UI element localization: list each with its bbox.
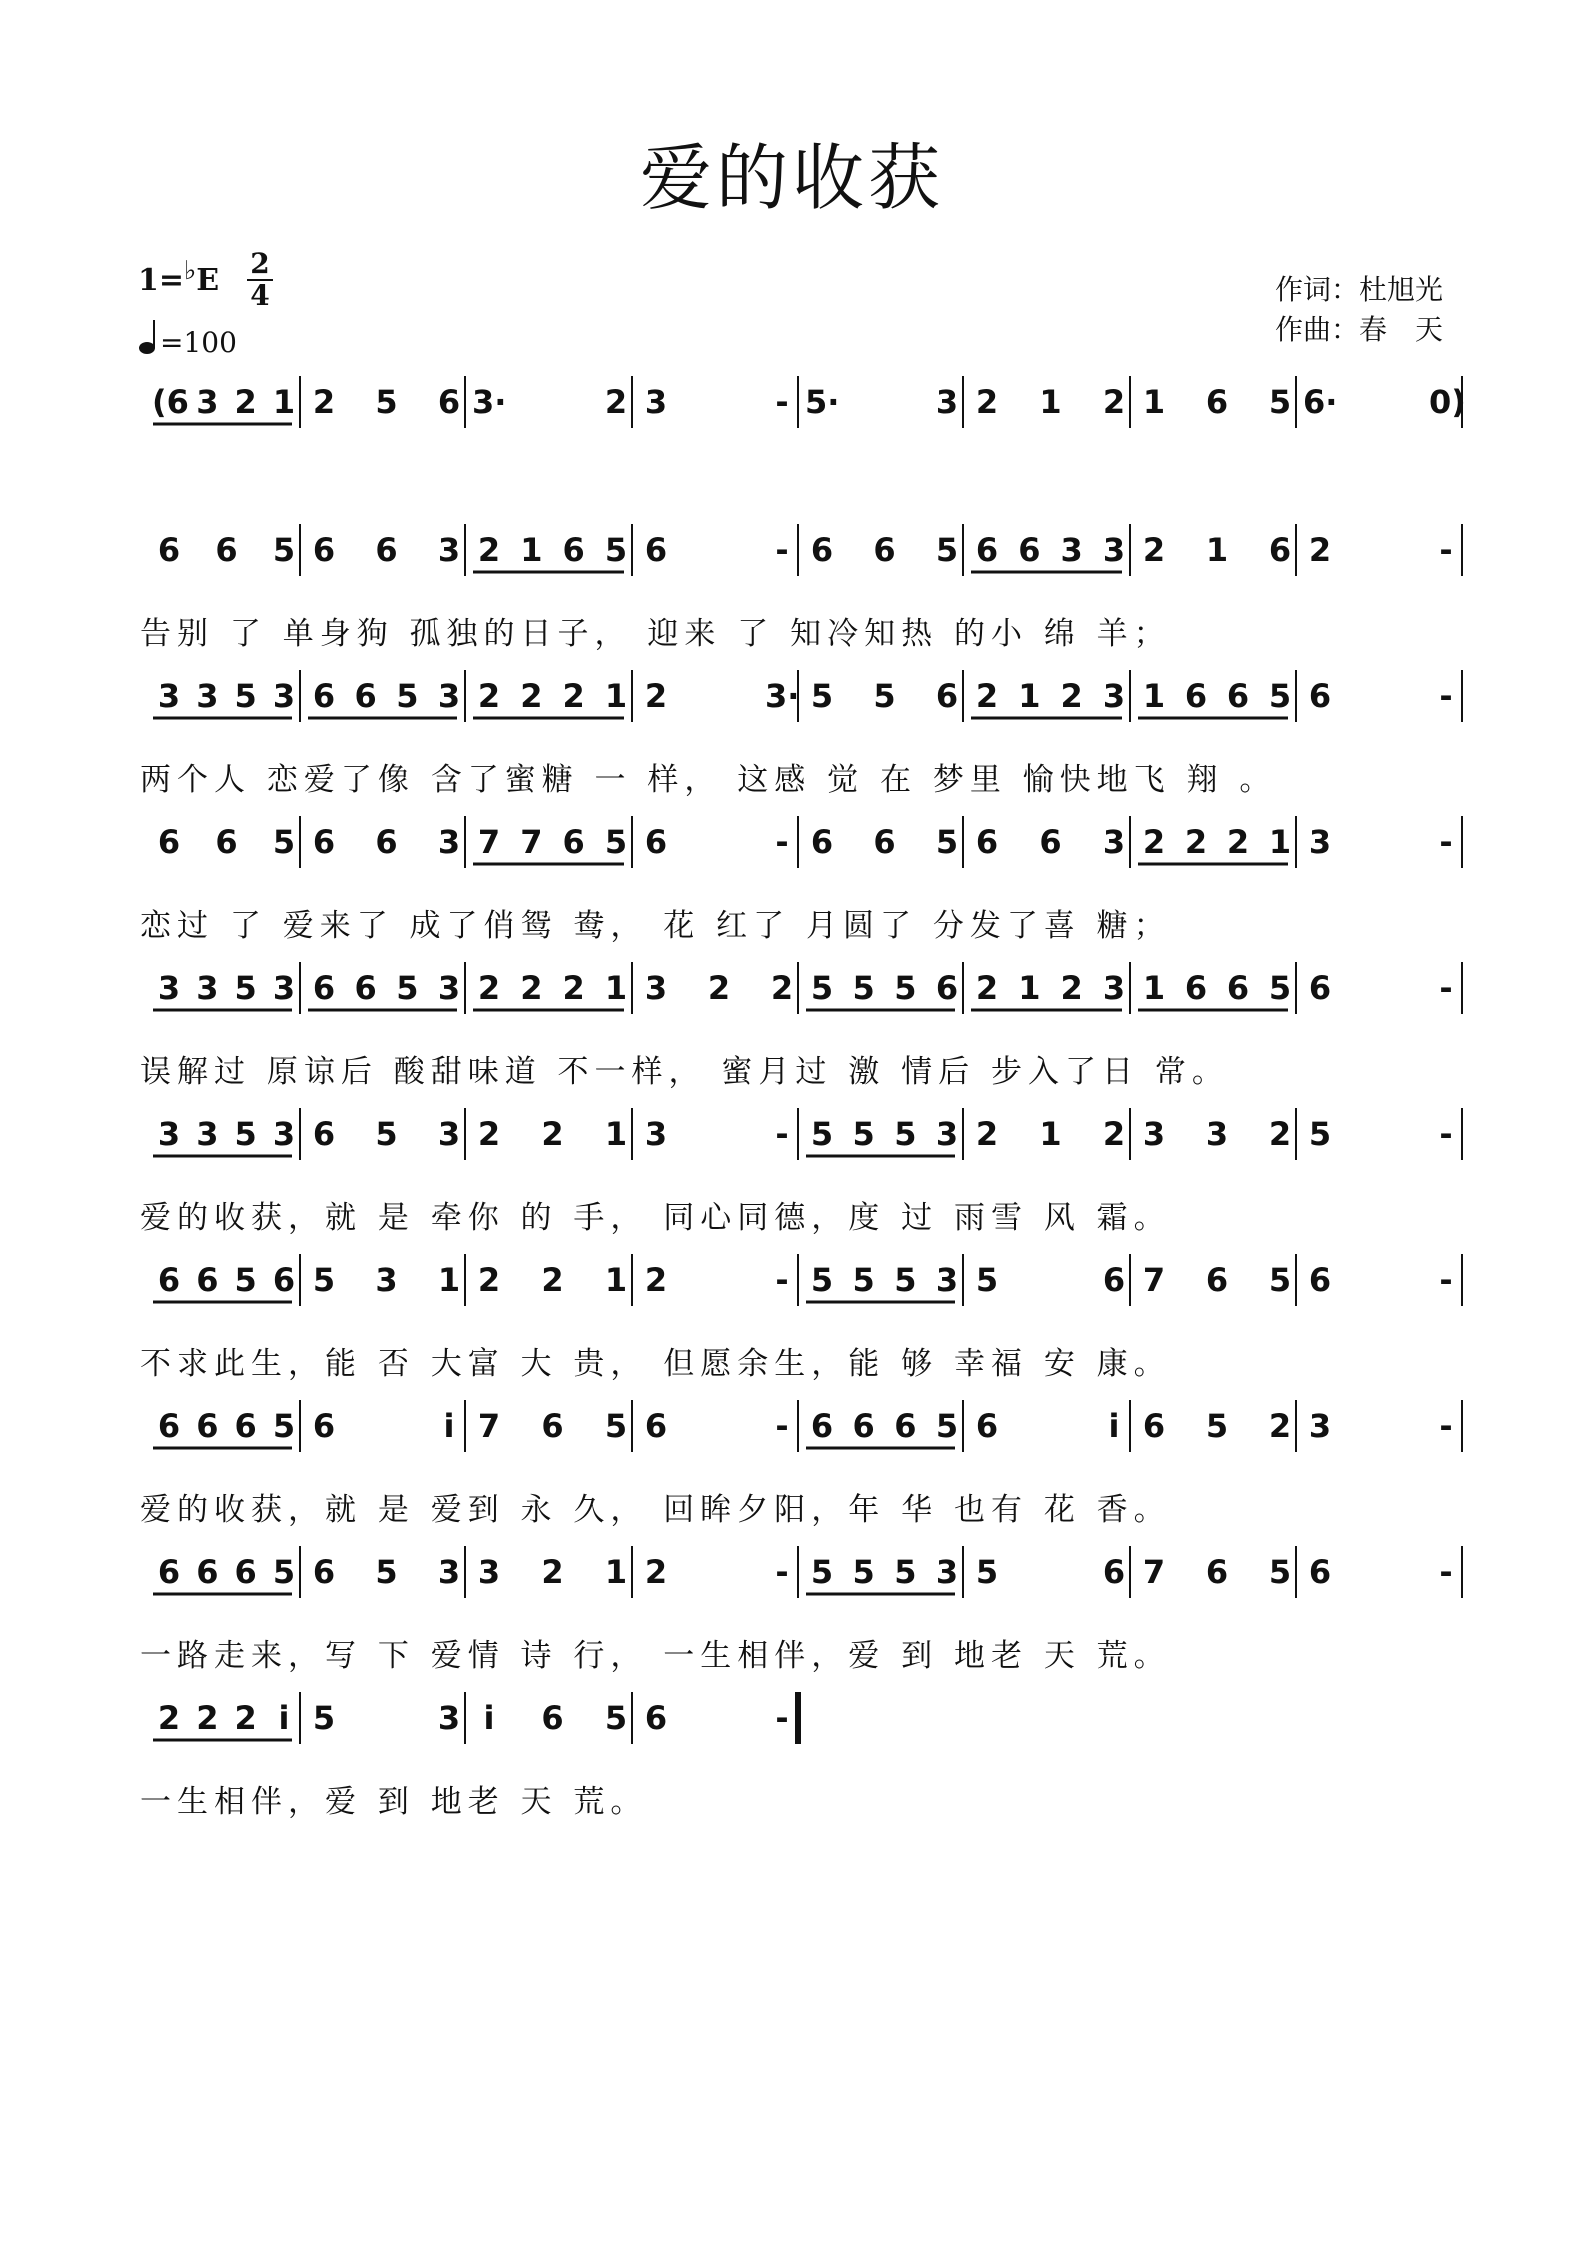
jianpu-note: 2 [975, 677, 999, 715]
jianpu-note: 6 [935, 969, 959, 1007]
jianpu-note: 5 [312, 1699, 336, 1737]
jianpu-note: 6 [157, 823, 181, 861]
jianpu-note: 6 [312, 1407, 336, 1445]
jianpu-note: i [278, 1699, 290, 1737]
jianpu-note: 6 [1102, 1553, 1126, 1591]
jianpu-note: 1 [604, 677, 628, 715]
jianpu-note: - [775, 1553, 789, 1591]
jianpu-note: 6 [810, 531, 834, 569]
lyric-line: 两个人 恋爱了像 含了蜜糖 一 样， 这感 觉 在 梦里 愉快地飞 翔 。 [140, 762, 1277, 798]
jianpu-note: 7 [477, 823, 501, 861]
jianpu-note: 2 [1268, 1115, 1292, 1153]
barlines [0, 1396, 1584, 1456]
jianpu-note: 3 [644, 969, 668, 1007]
jianpu-note: - [1439, 1261, 1453, 1299]
lyric-line: 恋过 了 爱来了 成了俏鸳 鸯， 花 红了 月圆了 分发了喜 糖； [140, 908, 1171, 944]
jianpu-note: 2 [157, 1699, 181, 1737]
jianpu-note: 5 [234, 1115, 257, 1153]
jianpu-note: 6 [196, 1261, 219, 1299]
jianpu-note: 6 [1102, 1261, 1126, 1299]
jianpu-note: 3 [1102, 677, 1126, 715]
jianpu-note: 2 [520, 677, 543, 715]
jianpu-note: 5 [1308, 1115, 1332, 1153]
lyric-line: 爱的收获，就 是 牵你 的 手， 同心同德，度 过 雨雪 风 霜。 [140, 1200, 1171, 1236]
jianpu-note: 2 [644, 677, 668, 715]
jianpu-note: 5 [894, 1553, 917, 1591]
jianpu-note: 2 [770, 969, 794, 1007]
score-row [0, 822, 1584, 972]
jianpu-note: 5 [975, 1261, 999, 1299]
jianpu-note: 5 [312, 1261, 336, 1299]
jianpu-note: 6 [644, 1699, 668, 1737]
jianpu-note: 1 [604, 969, 628, 1007]
jianpu-note: 5 [375, 383, 398, 421]
jianpu-note: 0) [1429, 383, 1466, 421]
jianpu-note: 5 [272, 823, 296, 861]
jianpu-note: 6 [562, 823, 585, 861]
jianpu-note: 3 [644, 383, 668, 421]
jianpu-note: 2 [604, 383, 628, 421]
jianpu-note: 6 [1018, 531, 1041, 569]
jianpu-note: 5 [234, 969, 257, 1007]
jianpu-note: 1 [1205, 531, 1229, 569]
jianpu-note: 6 [975, 531, 999, 569]
score-row [0, 382, 1584, 532]
jianpu-note: 6 [234, 1553, 257, 1591]
jianpu-note: 3 [437, 531, 461, 569]
jianpu-note: 5 [272, 1407, 296, 1445]
jianpu-note: 1 [437, 1261, 461, 1299]
score-row [0, 530, 1584, 680]
jianpu-note: 3 [157, 677, 181, 715]
jianpu-note: 6 [873, 531, 896, 569]
jianpu-note: 2 [477, 677, 501, 715]
jianpu-note: 2 [477, 531, 501, 569]
jianpu-note: 2 [541, 1553, 564, 1591]
jianpu-note: 5 [272, 531, 296, 569]
score-row [0, 1698, 1584, 1848]
jianpu-note: 2 [520, 969, 543, 1007]
jianpu-note: 6 [873, 823, 896, 861]
barlines [0, 666, 1584, 726]
jianpu-note: 5 [810, 1261, 834, 1299]
jianpu-note: 5 [272, 1553, 296, 1591]
jianpu-note: 6 [1308, 1261, 1332, 1299]
jianpu-note: 3 [935, 1553, 959, 1591]
jianpu-note: 6 [541, 1407, 564, 1445]
jianpu-note: - [1439, 969, 1453, 1007]
jianpu-note: 2 [644, 1261, 668, 1299]
jianpu-note: - [775, 1699, 789, 1737]
jianpu-note: (6 [152, 383, 189, 421]
jianpu-note: 3 [437, 1115, 461, 1153]
jianpu-note: - [1439, 1553, 1453, 1591]
jianpu-note: 3 [1060, 531, 1083, 569]
jianpu-note: 6 [644, 823, 668, 861]
jianpu-note: 1 [1142, 677, 1166, 715]
lyric-line: 一生相伴，爱 到 地老 天 荒。 [140, 1784, 648, 1820]
jianpu-note: i [1108, 1407, 1120, 1445]
jianpu-note: 2 [477, 1261, 501, 1299]
jianpu-note: 2 [196, 1699, 219, 1737]
jianpu-note: 6 [935, 677, 959, 715]
jianpu-note: - [1439, 677, 1453, 715]
jianpu-note: 3 [644, 1115, 668, 1153]
jianpu-note: 5 [396, 969, 419, 1007]
jianpu-note: 2 [477, 969, 501, 1007]
jianpu-note: 6 [644, 1407, 668, 1445]
jianpu-note: 2 [562, 969, 585, 1007]
jianpu-note: 6 [1184, 677, 1208, 715]
jianpu-note: 5 [852, 1115, 875, 1153]
jianpu-note: 1 [1142, 383, 1166, 421]
score-row [0, 1260, 1584, 1410]
jianpu-note: 5 [604, 1407, 628, 1445]
jianpu-note: 3· [765, 677, 800, 715]
jianpu-note: 6 [312, 823, 336, 861]
jianpu-note: - [1439, 531, 1453, 569]
jianpu-note: 2 [1226, 823, 1250, 861]
jianpu-note: 5 [1268, 969, 1292, 1007]
jianpu-note: 3 [272, 1115, 296, 1153]
jianpu-note: 6 [354, 677, 377, 715]
jianpu-note: 2 [644, 1553, 668, 1591]
jianpu-note: 6 [1205, 383, 1229, 421]
jianpu-note: 1 [1018, 969, 1041, 1007]
jianpu-note: 6 [272, 1261, 296, 1299]
jianpu-note: - [775, 383, 789, 421]
barlines [0, 372, 1584, 432]
jianpu-note: 6 [215, 823, 238, 861]
jianpu-note: 3· [472, 383, 507, 421]
song-title: 爱的收获 [639, 136, 944, 220]
jianpu-note: 3 [935, 1261, 959, 1299]
jianpu-note: 7 [1142, 1261, 1166, 1299]
jianpu-note: 6 [810, 1407, 834, 1445]
jianpu-note: 5 [375, 1553, 398, 1591]
jianpu-note: 7 [1142, 1553, 1166, 1591]
jianpu-note: - [775, 1115, 789, 1153]
meter-bottom: 4 [250, 279, 270, 312]
jianpu-note: 6 [1226, 969, 1250, 1007]
jianpu-note: 3 [1205, 1115, 1229, 1153]
jianpu-note: 7 [520, 823, 543, 861]
tempo-value: =100 [160, 326, 237, 359]
jianpu-note: 6 [1308, 1553, 1332, 1591]
jianpu-note: 3 [437, 969, 461, 1007]
lyric-line: 一路走来，写 下 爱情 诗 行， 一生相伴，爱 到 地老 天 荒。 [140, 1638, 1171, 1674]
jianpu-note: 6 [375, 531, 398, 569]
barlines [0, 520, 1584, 580]
jianpu-note: 2 [477, 1115, 501, 1153]
jianpu-note: 2 [1142, 531, 1166, 569]
jianpu-note: 6 [312, 1553, 336, 1591]
jianpu-note: 6 [312, 969, 336, 1007]
credits [1275, 270, 1443, 350]
jianpu-note: 3 [1102, 823, 1126, 861]
jianpu-note: 1 [604, 1261, 628, 1299]
score-row [0, 1114, 1584, 1264]
jianpu-note: 5 [852, 969, 875, 1007]
jianpu-note: 6 [354, 969, 377, 1007]
jianpu-note: 2 [1102, 383, 1126, 421]
jianpu-note: - [1439, 1407, 1453, 1445]
jianpu-note: 5 [873, 677, 896, 715]
jianpu-note: 6 [1226, 677, 1250, 715]
jianpu-note: 3 [1102, 969, 1126, 1007]
jianpu-note: 5 [604, 531, 628, 569]
jianpu-note: 6 [894, 1407, 917, 1445]
jianpu-note: 3 [196, 1115, 219, 1153]
lyricist-credit: 作词：杜旭光 [1275, 273, 1444, 306]
jianpu-note: 1 [1268, 823, 1292, 861]
jianpu-note: 6 [1184, 969, 1208, 1007]
jianpu-note: 5 [1268, 1261, 1292, 1299]
jianpu-note: 5 [810, 969, 834, 1007]
barlines [0, 1104, 1584, 1164]
jianpu-note: - [775, 1261, 789, 1299]
jianpu-note: 5 [894, 969, 917, 1007]
barlines [0, 1688, 1584, 1748]
jianpu-note: 3 [157, 1115, 181, 1153]
jianpu-note: 2 [312, 383, 336, 421]
jianpu-note: 6 [644, 531, 668, 569]
jianpu-note: 1 [520, 531, 543, 569]
jianpu-note: - [775, 1407, 789, 1445]
jianpu-note: 2 [562, 677, 585, 715]
key-signature: 1=♭E [138, 256, 220, 298]
jianpu-note: 3 [1308, 1407, 1332, 1445]
jianpu-note: 6 [1205, 1553, 1229, 1591]
jianpu-note: 2 [975, 1115, 999, 1153]
jianpu-note: 6 [810, 823, 834, 861]
jianpu-note: 3 [272, 969, 296, 1007]
barlines [0, 1542, 1584, 1602]
jianpu-note: 5 [604, 1699, 628, 1737]
jianpu-note: 2 [1142, 823, 1166, 861]
jianpu-note: 6 [437, 383, 461, 421]
jianpu-note: 5 [1205, 1407, 1229, 1445]
jianpu-note: 5 [810, 677, 834, 715]
jianpu-note: 3 [196, 969, 219, 1007]
jianpu-note: 2 [234, 383, 257, 421]
jianpu-note: 6 [975, 1407, 999, 1445]
time-signature [247, 247, 273, 312]
jianpu-note: 5 [604, 823, 628, 861]
jianpu-note: 2 [1184, 823, 1208, 861]
jianpu-note: 6 [312, 677, 336, 715]
jianpu-note: 6 [157, 1553, 181, 1591]
jianpu-note: 2 [1268, 1407, 1292, 1445]
jianpu-note: 1 [1039, 1115, 1062, 1153]
jianpu-note: 3 [196, 383, 219, 421]
jianpu-note: - [1439, 1115, 1453, 1153]
jianpu-note: 3 [935, 1115, 959, 1153]
jianpu-note: 6 [196, 1553, 219, 1591]
jianpu-note: 5 [975, 1553, 999, 1591]
jianpu-note: 2 [975, 383, 999, 421]
jianpu-note: - [775, 531, 789, 569]
barlines [0, 1250, 1584, 1310]
score-row [0, 1552, 1584, 1702]
jianpu-note: 6 [562, 531, 585, 569]
jianpu-note: 3 [437, 1699, 461, 1737]
jianpu-note: 6 [852, 1407, 875, 1445]
jianpu-note: 5 [935, 1407, 959, 1445]
jianpu-note: 5 [396, 677, 419, 715]
jianpu-note: 3 [1142, 1115, 1166, 1153]
lyric-line: 爱的收获，就 是 爱到 永 久， 回眸夕阳，年 华 也有 花 香。 [140, 1492, 1171, 1528]
jianpu-note: 5 [894, 1115, 917, 1153]
jianpu-note: 5 [234, 1261, 257, 1299]
jianpu-note: 2 [1060, 969, 1083, 1007]
jianpu-note: i [483, 1699, 495, 1737]
jianpu-note: 2 [1308, 531, 1332, 569]
jianpu-note: 5 [894, 1261, 917, 1299]
barlines [0, 812, 1584, 872]
jianpu-note: 6 [375, 823, 398, 861]
jianpu-note: 6 [1142, 1407, 1166, 1445]
barlines [0, 958, 1584, 1018]
jianpu-note: 2 [1102, 1115, 1126, 1153]
jianpu-note: 5 [935, 823, 959, 861]
jianpu-note: 3 [157, 969, 181, 1007]
jianpu-note: 1 [604, 1115, 628, 1153]
jianpu-note: 5· [805, 383, 840, 421]
jianpu-note: 6 [1268, 531, 1292, 569]
jianpu-note: 1 [604, 1553, 628, 1591]
jianpu-note: 3 [935, 383, 959, 421]
jianpu-note: 2 [234, 1699, 257, 1737]
jianpu-note: 3 [1102, 531, 1126, 569]
jianpu-note: 5 [234, 677, 257, 715]
jianpu-note: 1 [1039, 383, 1062, 421]
jianpu-note: 6 [234, 1407, 257, 1445]
jianpu-note: 6 [157, 1261, 181, 1299]
jianpu-note: 6· [1303, 383, 1338, 421]
jianpu-note: 5 [810, 1553, 834, 1591]
score-row [0, 676, 1584, 826]
meter-top: 2 [250, 247, 270, 280]
jianpu-note: 2 [707, 969, 731, 1007]
jianpu-note: 2 [975, 969, 999, 1007]
jianpu-note: - [1439, 823, 1453, 861]
jianpu-note: 6 [1039, 823, 1062, 861]
jianpu-note: 5 [852, 1261, 875, 1299]
jianpu-note: 5 [1268, 383, 1292, 421]
jianpu-note: 5 [810, 1115, 834, 1153]
jianpu-note: 3 [437, 677, 461, 715]
quarter-note-icon [138, 318, 160, 356]
jianpu-note: 6 [215, 531, 238, 569]
lyric-line: 不求此生，能 否 大富 大 贵， 但愿余生，能 够 幸福 安 康。 [140, 1346, 1171, 1382]
jianpu-note: 6 [1205, 1261, 1229, 1299]
jianpu-note: 3 [477, 1553, 501, 1591]
score-row [0, 968, 1584, 1118]
jianpu-note: 2 [541, 1115, 564, 1153]
jianpu-note: 2 [541, 1261, 564, 1299]
jianpu-note: 6 [541, 1699, 564, 1737]
composer-credit: 作曲：春 天 [1275, 313, 1444, 346]
jianpu-note: 6 [157, 1407, 181, 1445]
jianpu-note: 5 [1268, 677, 1292, 715]
jianpu-note: 7 [477, 1407, 501, 1445]
jianpu-note: 3 [375, 1261, 398, 1299]
jianpu-note: 6 [196, 1407, 219, 1445]
jianpu-note: i [443, 1407, 455, 1445]
score-row [0, 1406, 1584, 1556]
jianpu-note: 5 [1268, 1553, 1292, 1591]
jianpu-note: - [775, 823, 789, 861]
jianpu-note: 3 [196, 677, 219, 715]
jianpu-note: 5 [375, 1115, 398, 1153]
jianpu-note: 3 [437, 823, 461, 861]
jianpu-note: 6 [312, 531, 336, 569]
jianpu-note: 1 [272, 383, 296, 421]
jianpu-note: 6 [157, 531, 181, 569]
lyric-line: 误解过 原谅后 酸甜味道 不一样， 蜜月过 激 情后 步入了日 常。 [140, 1054, 1229, 1090]
jianpu-note: 5 [852, 1553, 875, 1591]
lyric-line: 告别 了 单身狗 孤独的日子， 迎来 了 知冷知热 的小 绵 羊； [140, 616, 1171, 652]
jianpu-note: 1 [1018, 677, 1041, 715]
jianpu-note: 6 [312, 1115, 336, 1153]
jianpu-note: 3 [437, 1553, 461, 1591]
jianpu-note: 5 [935, 531, 959, 569]
jianpu-note: 6 [1308, 969, 1332, 1007]
jianpu-note: 2 [1060, 677, 1083, 715]
jianpu-note: 6 [975, 823, 999, 861]
flat-sign: ♭ [184, 256, 197, 286]
jianpu-note: 3 [1308, 823, 1332, 861]
jianpu-note: 6 [1308, 677, 1332, 715]
jianpu-note: 1 [1142, 969, 1166, 1007]
jianpu-note: 3 [272, 677, 296, 715]
tempo-marking [138, 318, 237, 359]
